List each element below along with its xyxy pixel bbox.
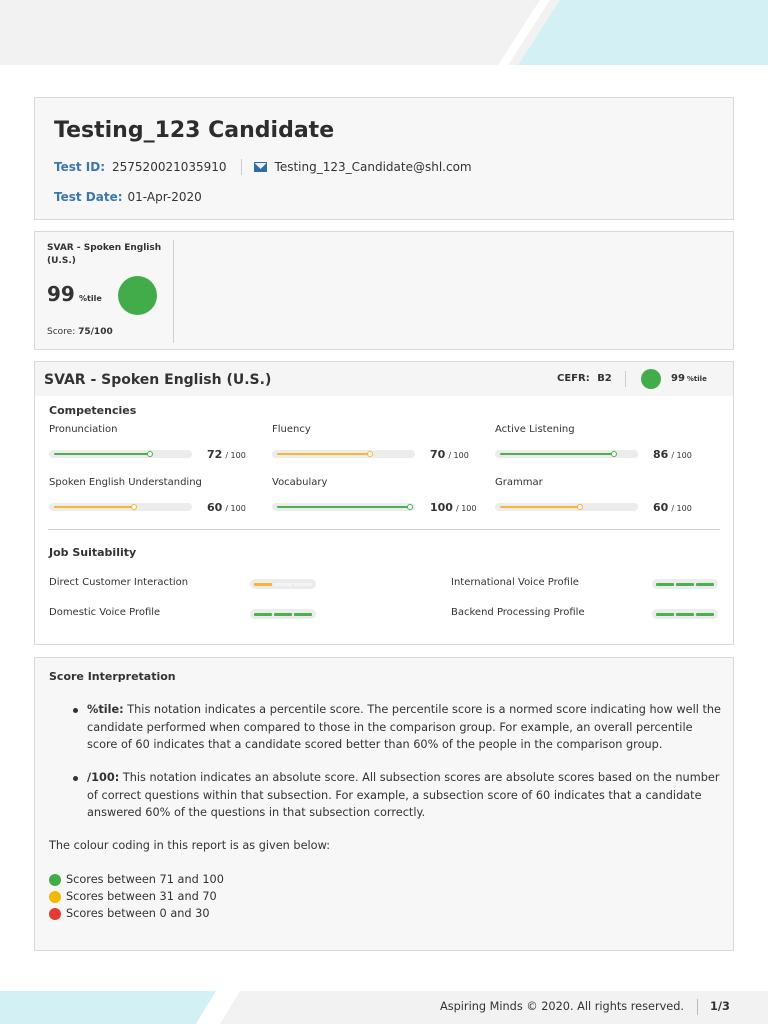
competency-bar	[49, 450, 192, 458]
competency-label: Pronunciation	[49, 424, 118, 435]
competency-bar	[272, 503, 415, 511]
job-suitability-label: Backend Processing Profile	[451, 607, 585, 618]
details-percentile	[671, 373, 707, 384]
competency-score-value: 60	[207, 501, 223, 514]
job-suitability-segment	[696, 613, 714, 616]
legend-item	[49, 873, 224, 886]
legend-label: Scores between 31 and 70	[66, 890, 217, 903]
competency-bar	[495, 503, 638, 511]
header-band	[0, 0, 768, 65]
interpretation-bullet	[87, 701, 723, 754]
header-decoration	[518, 0, 768, 65]
amber-dot-icon	[49, 891, 61, 903]
job-suitability-label: Domestic Voice Profile	[49, 607, 161, 618]
competency-score	[653, 448, 692, 461]
competency-bar-marker	[367, 451, 373, 457]
bullet-icon	[73, 708, 78, 713]
competency-score-unit: / 100	[225, 451, 246, 460]
job-suitability-segment	[676, 583, 694, 586]
job-suitability-label: Direct Customer Interaction	[49, 577, 189, 588]
candidate-card	[34, 97, 734, 220]
competency-label: Spoken English Understanding	[49, 477, 202, 488]
details-percentile-value: 99	[671, 373, 685, 384]
job-suitability-segment	[676, 613, 694, 616]
competency-item	[49, 424, 259, 468]
competency-bar-fill	[500, 506, 580, 508]
footer	[0, 991, 768, 1024]
job-suitability-segment	[254, 613, 272, 616]
competency-label: Vocabulary	[272, 477, 328, 488]
job-suitability-title: Job Suitability	[49, 546, 137, 559]
competency-label: Grammar	[495, 477, 543, 488]
job-suitability-segment	[696, 583, 714, 586]
competency-score-unit: / 100	[671, 451, 692, 460]
test-date-row	[54, 190, 202, 204]
competency-score	[430, 501, 476, 514]
competency-item	[495, 477, 705, 521]
legend-item	[49, 907, 210, 920]
percentile-dot	[641, 369, 661, 389]
bullet-text: This notation indicates a percentile score. The percentile score is a normed score indicating how well the candidate performed when compared to those in the comparison group. For example, an overall percentile score of 60 indicates that a candidate scored better than 60% of the people in the comparison group.	[87, 703, 721, 752]
competency-score-unit: / 100	[671, 504, 692, 513]
details-card	[34, 361, 734, 645]
cefr-label-text: CEFR:	[557, 373, 590, 384]
interpretation-title: Score Interpretation	[49, 670, 176, 683]
competency-bar	[272, 450, 415, 458]
divider	[241, 159, 242, 175]
competency-score-unit: / 100	[455, 504, 477, 513]
test-date-value: 01-Apr-2020	[127, 190, 202, 204]
competency-item	[495, 424, 705, 468]
competency-bar	[495, 450, 638, 458]
competency-bar-fill	[277, 453, 370, 455]
test-date-label: Test Date:	[54, 190, 123, 204]
competency-bar-marker	[611, 451, 617, 457]
red-dot-icon	[49, 908, 61, 920]
competency-score-unit: / 100	[225, 504, 246, 513]
job-suitability-segment	[274, 583, 292, 586]
summary-score-value: 75/100	[78, 327, 113, 337]
summary-score-label: Score:	[47, 327, 76, 337]
footer-decoration	[0, 991, 230, 1024]
competency-score-value: 100	[430, 501, 453, 514]
competency-bar-fill	[54, 453, 150, 455]
details-title: SVAR - Spoken English (U.S.)	[44, 372, 272, 388]
divider	[625, 371, 626, 387]
legend-label: Scores between 0 and 30	[66, 907, 210, 920]
competency-score	[207, 448, 246, 461]
test-id-value: 257520021035910	[112, 160, 227, 174]
bullet-term: %tile:	[87, 703, 124, 716]
job-suitability-meter	[250, 579, 316, 589]
job-suitability-segment	[274, 613, 292, 616]
competency-score-unit: / 100	[448, 451, 469, 460]
summary-card	[34, 231, 734, 350]
bullet-text: This notation indicates an absolute score. All subsection scores are absolute scores based on the number of correct questions within that subsection. For example, a subsection score of 60 indicates that a candidate answered 60% of the questions in that subsection correctly.	[87, 771, 720, 820]
summary-tile[interactable]	[35, 240, 174, 343]
competency-score-value: 70	[430, 448, 446, 461]
candidate-email[interactable]: Testing_123_Candidate@shl.com	[274, 160, 472, 174]
competency-score	[653, 501, 692, 514]
job-suitability-segment	[656, 613, 674, 616]
green-dot-icon	[49, 874, 61, 886]
job-suitability-segment	[656, 583, 674, 586]
cefr-label	[557, 373, 612, 384]
summary-score-dot	[118, 276, 157, 315]
job-suitability-segment	[294, 583, 312, 586]
divider	[48, 529, 720, 530]
mail-icon	[254, 162, 267, 172]
competency-bar	[49, 503, 192, 511]
cefr-value: B2	[597, 373, 612, 384]
competency-item	[272, 424, 482, 468]
job-suitability-label: International Voice Profile	[451, 577, 579, 588]
competency-score	[430, 448, 469, 461]
candidate-id-row	[54, 159, 472, 175]
job-suitability-segment	[254, 583, 272, 586]
job-suitability-meter	[652, 579, 718, 589]
page-number: 1/3	[710, 1000, 730, 1013]
summary-score-line	[47, 327, 113, 337]
competency-item	[49, 477, 259, 521]
score-interpretation-card	[34, 657, 734, 951]
competency-score-value: 60	[653, 501, 669, 514]
competency-label: Active Listening	[495, 424, 575, 435]
job-suitability-meter	[652, 609, 718, 619]
job-suitability-meter	[250, 609, 316, 619]
competency-bar-fill	[277, 506, 410, 508]
competency-bar-marker	[131, 504, 137, 510]
competency-bar-marker	[407, 504, 413, 510]
competency-bar-marker	[577, 504, 583, 510]
competency-bar-marker	[147, 451, 153, 457]
legend-item	[49, 890, 217, 903]
competency-score-value: 86	[653, 448, 669, 461]
competency-score	[207, 501, 246, 514]
candidate-name: Testing_123 Candidate	[54, 118, 335, 143]
bullet-term: /100:	[87, 771, 120, 784]
details-header	[35, 362, 733, 396]
competency-bar-fill	[54, 506, 134, 508]
legend-label: Scores between 71 and 100	[66, 873, 224, 886]
competency-bar-fill	[500, 453, 614, 455]
bullet-icon	[73, 776, 78, 781]
copyright-text: Aspiring Minds © 2020. All rights reserved.	[440, 1000, 684, 1013]
competency-label: Fluency	[272, 424, 311, 435]
summary-percentile-unit: %tile	[79, 294, 102, 303]
summary-test-name: SVAR - Spoken English (U.S.)	[47, 243, 162, 266]
details-percentile-unit: %tile	[686, 375, 707, 383]
interpretation-bullet	[87, 769, 723, 822]
competencies-title: Competencies	[49, 404, 137, 417]
summary-percentile: 99	[47, 282, 75, 306]
competency-score-value: 72	[207, 448, 223, 461]
competency-item	[272, 477, 482, 521]
colour-intro: The colour coding in this report is as given below:	[49, 839, 331, 852]
divider	[697, 999, 698, 1015]
test-id-label: Test ID:	[54, 160, 106, 174]
job-suitability-segment	[294, 613, 312, 616]
